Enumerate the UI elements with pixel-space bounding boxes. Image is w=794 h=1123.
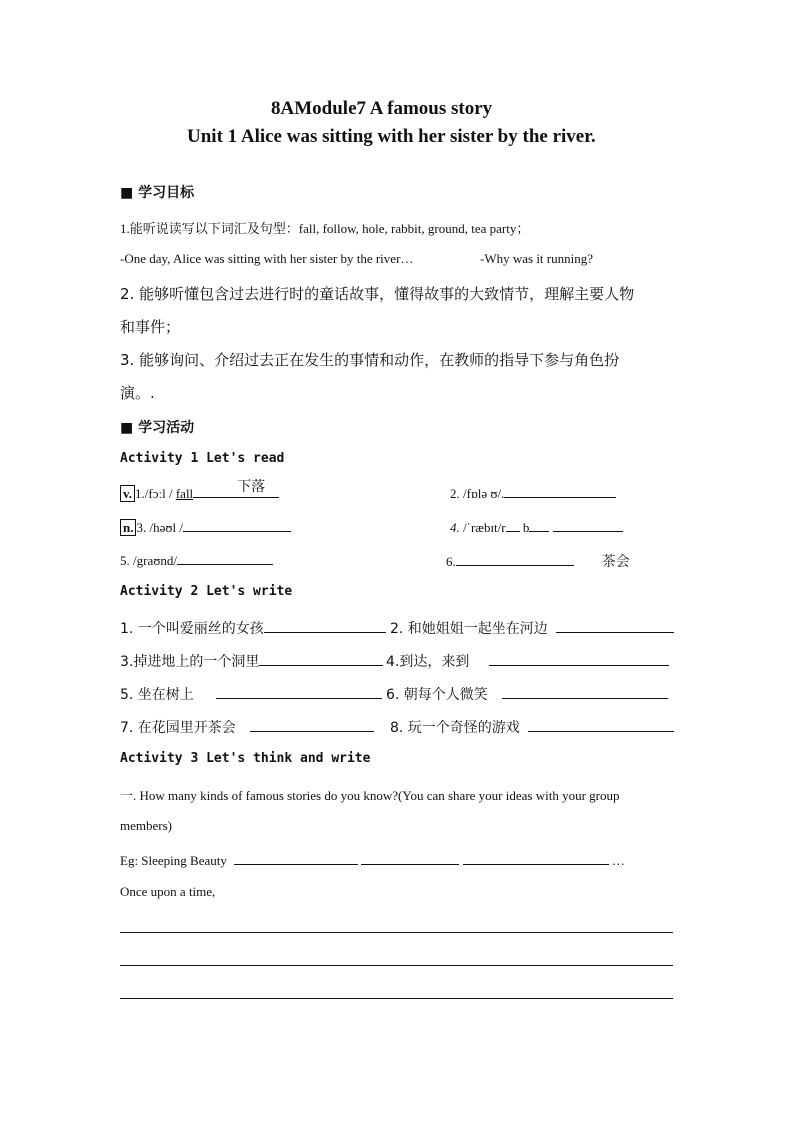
a3-example-blank-2[interactable] <box>361 851 459 865</box>
a1-q1-answer: 下落 <box>237 479 266 495</box>
a2-q4 <box>386 651 669 671</box>
a3-prompt-line-1: 一. How many kinds of famous stories do you know?(You can share your ideas with your group <box>120 788 620 803</box>
a2-q6-blank[interactable] <box>502 685 668 699</box>
title-line-1: 8AModule7 A famous story <box>271 98 493 119</box>
writing-line-3[interactable] <box>120 998 673 999</box>
a1-q1-blank-tail[interactable] <box>265 484 279 498</box>
a2-q3 <box>120 651 383 671</box>
a2-q4-blank[interactable] <box>489 652 669 666</box>
a1-q5-blank[interactable] <box>177 551 273 565</box>
a1-q3 <box>120 518 291 536</box>
activity-2-title: Activity 2 Let's write <box>120 584 293 599</box>
a1-q2-blank[interactable] <box>504 484 616 498</box>
a2-q6-text: 6. 朝每个人微笑 <box>386 687 488 703</box>
a1-q4-blank-1[interactable] <box>506 518 520 532</box>
a2-q7 <box>120 717 374 737</box>
a2-q1-blank[interactable] <box>264 619 386 633</box>
a1-q4-blank-3[interactable] <box>553 518 623 532</box>
a1-q5 <box>120 551 273 569</box>
writing-line-2[interactable] <box>120 965 673 966</box>
a1-q2 <box>450 484 616 502</box>
a1-q4-phonetic: /ˈræbɪt/r <box>459 520 506 535</box>
goal-item-2-line-1: 2. 能够听懂包含过去进行时的童话故事，懂得故事的大致情节，理解主要人物 <box>120 285 635 303</box>
a2-q8 <box>390 717 674 737</box>
a1-q1 <box>120 479 279 502</box>
a3-story-start: Once upon a time, <box>120 884 216 899</box>
a3-example-ellipsis: … <box>611 853 625 868</box>
activity-3-title: Activity 3 Let's think and write <box>120 751 371 766</box>
goal-sentence-a: -One day, Alice was sitting with her sister by the river… <box>120 251 414 266</box>
a1-q4-number: 4. <box>450 520 460 535</box>
a1-q5-phonetic: 5. /graʊnd/ <box>120 553 177 568</box>
a1-q3-blank[interactable] <box>183 518 291 532</box>
a2-q7-text: 7. 在花园里开茶会 <box>120 720 236 736</box>
a2-q4-text: 4.到达，来到 <box>386 654 470 670</box>
a1-q1-word: fall <box>175 486 194 501</box>
a2-q8-text: 8. 玩一个奇怪的游戏 <box>390 720 520 736</box>
activity-1-title: Activity 1 Let's read <box>120 451 285 466</box>
a1-q1-blank[interactable] <box>193 479 266 498</box>
a2-q1-text: 1. 一个叫爱丽丝的女孩 <box>120 621 264 637</box>
activities-heading: ■ 学习活动 <box>120 420 195 436</box>
a1-q1-pos: v. <box>120 485 135 502</box>
a1-q4-mid: b <box>522 520 530 535</box>
a2-q2-blank[interactable] <box>556 619 674 633</box>
a2-q7-blank[interactable] <box>250 718 374 732</box>
a2-q3-text: 3.掉进地上的一个洞里 <box>120 654 260 670</box>
a1-q4-blank-2[interactable] <box>529 518 549 532</box>
a2-q8-blank[interactable] <box>528 718 674 732</box>
a2-q6 <box>386 684 668 704</box>
a1-q6-answer: 茶会 <box>601 554 630 570</box>
a3-example-text: Eg: Sleeping Beauty <box>120 853 227 868</box>
a2-q2 <box>390 618 674 638</box>
goal-item-1: 1.能听说读写以下词汇及句型：fall, follow, hole, rabbit, ground, tea party； <box>120 221 530 236</box>
goal-item-3-line-1: 3. 能够询问、介绍过去正在发生的事情和动作，在教师的指导下参与角色扮 <box>120 351 620 369</box>
a1-q6-blank[interactable] <box>456 552 574 566</box>
a3-example-blank-3[interactable] <box>463 851 609 865</box>
a3-example-blank-1[interactable] <box>234 851 358 865</box>
title-line-2: Unit 1 Alice was sitting with her sister by the river. <box>187 126 596 147</box>
a1-q1-phonetic: 1./fɔːl / <box>135 486 176 501</box>
goal-item-2-line-2: 和事件； <box>120 318 181 336</box>
goal-item-3-line-2: 演。. <box>120 384 155 402</box>
a1-q2-phonetic: 2. /fɒlə ʊ/. <box>450 486 505 501</box>
a2-q1 <box>120 618 386 638</box>
a3-prompt-line-2: members) <box>120 818 172 833</box>
a2-q5 <box>120 684 382 704</box>
a1-q3-pos: n. <box>120 519 136 536</box>
a1-q6 <box>446 551 630 571</box>
a1-q3-phonetic: 3. /həʊl / <box>136 520 183 535</box>
goal-sentence-b: -Why was it running? <box>480 251 594 266</box>
writing-line-1[interactable] <box>120 932 673 933</box>
a2-q3-blank[interactable] <box>259 652 383 666</box>
goals-heading: ■ 学习目标 <box>120 185 195 201</box>
a2-q5-text: 5. 坐在树上 <box>120 687 194 703</box>
a2-q2-text: 2. 和她姐姐一起坐在河边 <box>390 621 548 637</box>
a2-q5-blank[interactable] <box>216 685 382 699</box>
a3-example <box>120 851 625 869</box>
a1-q6-number: 6. <box>446 554 456 569</box>
a1-q4 <box>450 518 623 536</box>
